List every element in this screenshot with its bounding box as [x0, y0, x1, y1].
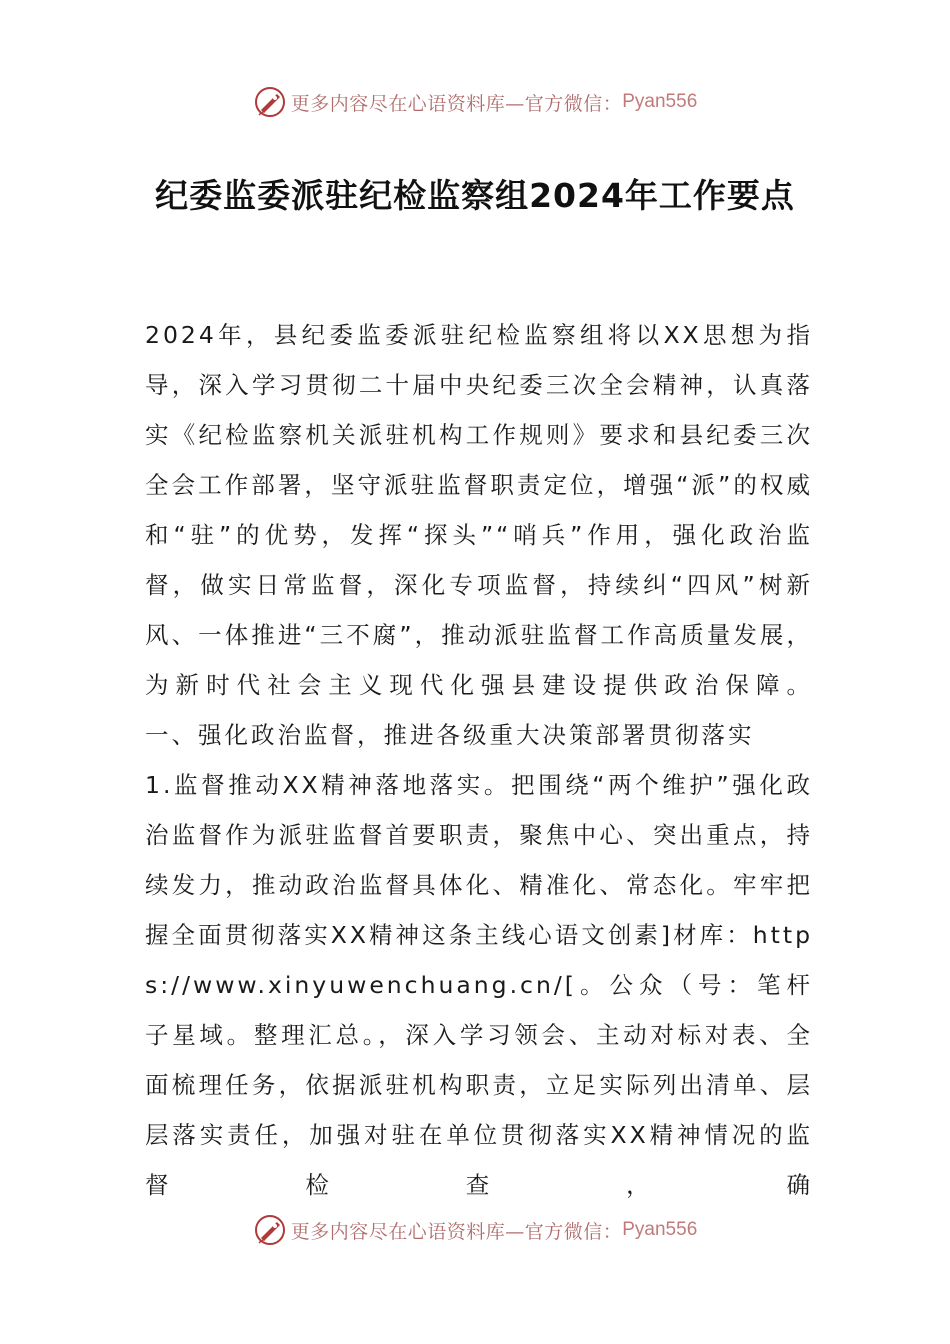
watermark-wechat-id: Pyan556	[622, 91, 698, 112]
document-title: 纪委监委派驻纪检监察组2024年工作要点	[155, 176, 795, 215]
watermark-text: 更多内容尽在心语资料库—官方微信：	[290, 92, 623, 115]
pen-logo-icon	[253, 1213, 287, 1247]
item-paragraph: 1.监督推动XX精神落地落实。把围绕“两个维护”强化政治监督作为派驻监督首要职责，聚焦中心、突出重点，持续发力，推动政治监督具体化、精准化、常态化。牢牢把握全面贯彻落实XX精神这条主线心语文创素]材库：https://www.xinyuwenchuang.cn/[。公众（号：笔杆子星域。整理汇总。，深入学习领会、主动对标对表、全面梳理任务，依据派驻机构职责，立足实际列出清单、层层落实责任，加强对驻在单位贯彻落实XX精神情况的监督检查，确	[145, 771, 813, 1199]
section-heading: 一、强化政治监督，推进各级重大决策部署贯彻落实	[145, 721, 755, 749]
watermark-wechat-id: Pyan556	[622, 1219, 698, 1240]
pen-logo-icon	[253, 85, 287, 119]
footer-watermark	[0, 1210, 950, 1250]
document-body	[145, 310, 813, 1210]
watermark-text: 更多内容尽在心语资料库—官方微信：	[290, 1220, 623, 1243]
intro-paragraph: 2024年，县纪委监委派驻纪检监察组将以XX思想为指导，深入学习贯彻二十届中央纪委三次全会精神，认真落实《纪检监察机关派驻机构工作规则》要求和县纪委三次全会工作部署，坚守派驻监督职责定位，增强“派”的权威和“驻”的优势，发挥“探头”“哨兵”作用，强化政治监督，做实日常监督，深化专项监督，持续纠“四风”树新风、一体推进“三不腐”，推动派驻监督工作高质量发展，为新时代社会主义现代化强县建设提供政治保障。	[145, 321, 813, 699]
header-watermark	[0, 82, 950, 122]
